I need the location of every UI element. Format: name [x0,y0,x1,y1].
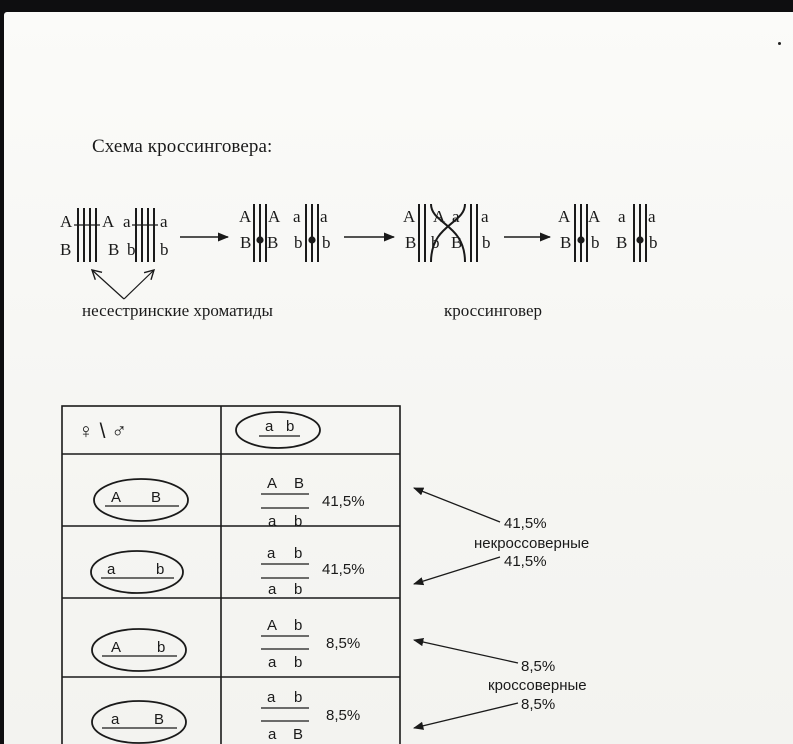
s2-b-1: b [294,233,303,252]
female-male-header: ♀ \ ♂ [78,420,128,443]
s4-B-2: B [616,233,628,252]
s4-a-2: a [648,207,656,226]
s2-B-2: B [267,233,279,252]
row3-zygote-bottom-2: b [294,654,303,671]
row2-zygote-bottom-2: b [294,581,303,598]
s1-allele-B-left: B [60,240,72,259]
s4-b-2: b [649,233,658,252]
s1-allele-A-left: A [60,212,73,231]
noncross-bottom-value: 41,5% [504,553,547,570]
row4-female-gamete-1: a [111,711,120,728]
s4-A-2: A [588,207,601,226]
s1-allele-B-mid: B [108,240,120,259]
noncross-arrow-down [414,557,500,584]
row1-zygote-bottom-2: b [294,513,303,530]
cross-bottom-value: 8,5% [521,696,556,713]
row2-zygote-top-2: b [294,545,303,562]
s3-A-1: A [403,207,416,226]
s1-allele-a-mid: a [123,212,131,231]
cross-top-value: 8,5% [521,658,556,675]
row1-zygote-bottom-1: a [268,513,277,530]
pointer-right [124,270,154,299]
s2-B-1: B [240,233,252,252]
s2-b-2: b [322,233,331,252]
noncross-arrow-up [414,488,500,522]
male-gamete-b: b [286,418,295,435]
textbook-page [4,12,793,744]
row1-percent: 41,5% [322,493,365,510]
row3-female-gamete-1: A [111,639,122,656]
row4-zygote-bottom-1: a [268,726,277,743]
row1-zygote-top-2: B [294,475,305,492]
row3-zygote-top-2: b [294,617,303,634]
s3-a-2: a [481,207,489,226]
s3-b-1: b [431,233,440,252]
s4-B-1: B [560,233,572,252]
s4-b-1: b [591,233,600,252]
s2-A-1: A [239,207,252,226]
row2-female-gamete-2: b [156,561,165,578]
label-crossing: кроссинговер [444,301,542,320]
row2-percent: 41,5% [322,561,365,578]
label-nonsister: несестринские хроматиды [82,301,273,320]
noncross-label: некроссоверные [474,535,590,552]
s4-centromere-left [577,236,584,243]
s4-A-1: A [558,207,571,226]
s1-allele-A-mid: A [102,212,115,231]
scheme-heading: Схема кроссинговера: [92,136,273,157]
s2-A-2: A [268,207,281,226]
row4-zygote-bottom-2: B [293,726,304,743]
s2-a-1: a [293,207,301,226]
s4-a-1: a [618,207,626,226]
row2-female-gamete-1: a [107,561,116,578]
noncross-top-value: 41,5% [504,515,547,532]
row3-zygote-bottom-1: a [268,654,277,671]
row3-female-gamete-ellipse [92,629,186,671]
s4-centromere-right [636,236,643,243]
s1-allele-a-right: a [160,212,168,231]
s2-centromere-left [256,236,263,243]
pointer-left [92,270,124,299]
s3-A-2: A [433,207,446,226]
s3-B-2: B [451,233,463,252]
male-gamete-a: a [265,418,274,435]
s2-centromere-right [308,236,315,243]
row1-female-gamete-1: A [111,489,122,506]
stage-2-synapsis [254,204,318,262]
row1-female-gamete-ellipse [94,479,188,521]
s3-B-1: B [405,233,417,252]
row4-percent: 8,5% [326,707,361,724]
row3-zygote-top-1: A [267,617,278,634]
s3-b-2: b [482,233,491,252]
row1-zygote-top-1: A [267,475,278,492]
row2-zygote-bottom-1: a [268,581,277,598]
s2-a-2: a [320,207,328,226]
row4-female-gamete-ellipse [92,701,186,743]
cross-arrow-up [414,640,518,663]
row4-female-gamete-2: B [154,711,165,728]
stage-3-crossover [419,204,477,262]
row3-female-gamete-2: b [157,639,166,656]
row4-zygote-top-1: a [267,689,276,706]
crossing-over-diagram [4,12,793,744]
row1-female-gamete-2: B [151,489,162,506]
cross-arrow-down [414,703,518,728]
row3-percent: 8,5% [326,635,361,652]
cross-label: кроссоверные [488,677,587,694]
row2-female-gamete-ellipse [91,551,183,593]
s3-a-1: a [452,207,460,226]
male-gamete-ellipse [236,412,320,448]
s1-allele-b-mid: b [127,240,136,259]
stage-4-recombinants [575,204,646,262]
row2-zygote-top-1: a [267,545,276,562]
s1-allele-b-right: b [160,240,169,259]
row4-zygote-top-2: b [294,689,303,706]
